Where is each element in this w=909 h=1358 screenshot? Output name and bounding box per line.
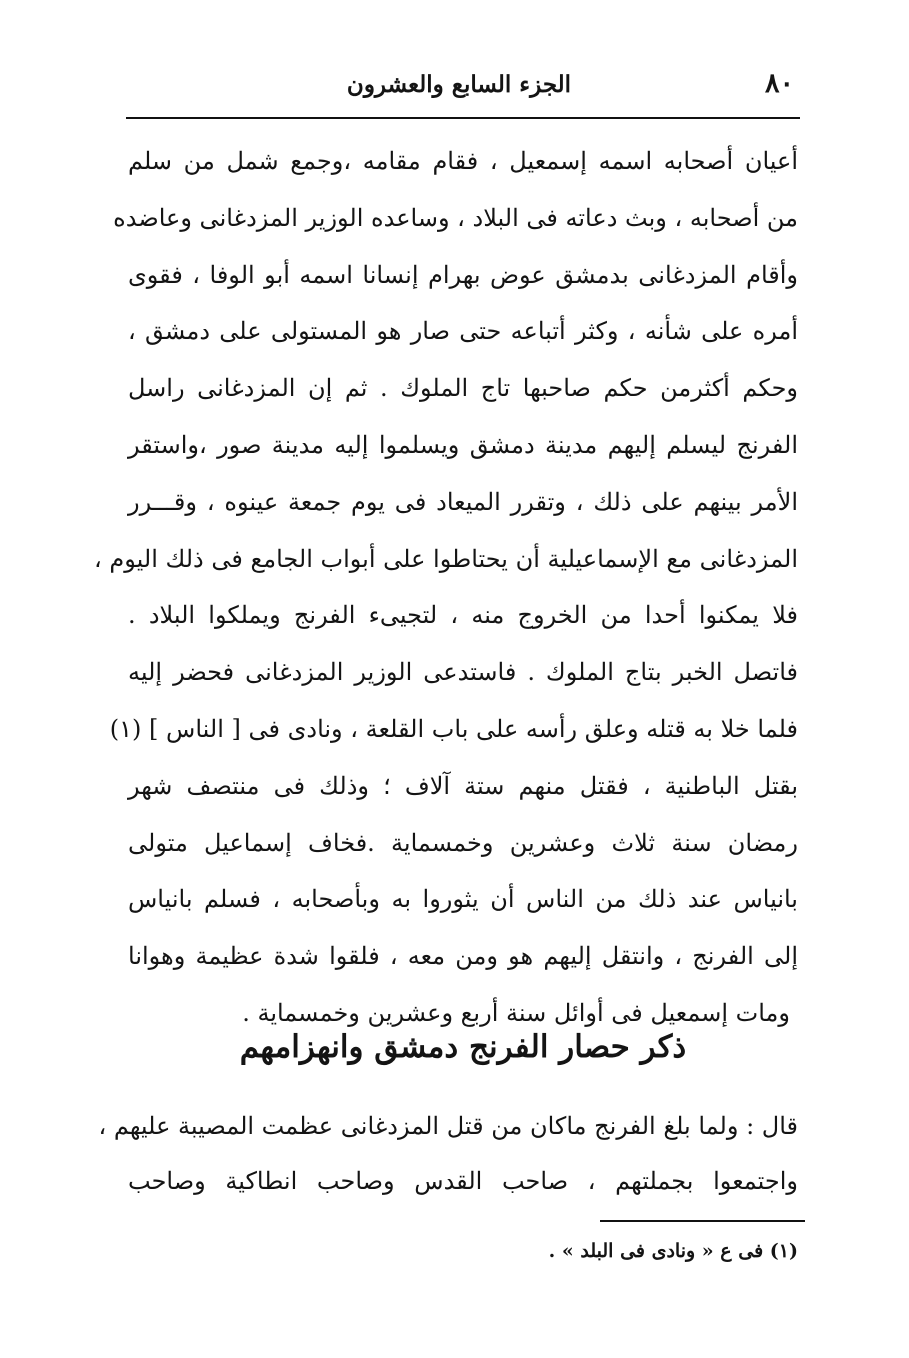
text-line: وأقام المزدغانى بدمشق عوض بهرام إنسانا اسمه أبو الوفا ، فقوى (128, 260, 798, 289)
text-line: وحكم أكثرمن حكم صاحبها تاج الملوك . ثم إن المزدغانى راسل (128, 374, 798, 403)
text-line: قال : ولما بلغ الفرنج ماكان من قتل المزدغانى عظمت المصيبة عليهم ، (98, 1112, 798, 1140)
text-line: إلى الفرنج ، وانتقل إليهم هو ومن معه ، فلقوا شدة عظيمة وهوانا (128, 942, 798, 971)
text-line: أمره على شأنه ، وكثر أتباعه حتى صار هو المستولى على دمشق ، (128, 317, 798, 346)
text-line: فلما خلا به قتله وعلق رأسه على باب القلعة ، ونادى فى [ الناس ] (١) (109, 714, 798, 743)
footnote: (١) فى ع « ونادى فى البلد » . (548, 1240, 798, 1262)
header-rule (126, 117, 800, 119)
running-title: الجزء السابع والعشرون (346, 71, 572, 98)
footnote-rule (600, 1220, 805, 1222)
text-line: بانياس عند ذلك من الناس أن يثوروا به وبأصحابه ، فسلم بانياس (128, 885, 798, 914)
text-line: بقتل الباطنية ، فقتل منهم ستة آلاف ؛ وذلك فى منتصف شهر (128, 771, 798, 800)
page-header (124, 66, 794, 106)
text-line-last: ومات إسمعيل فى أوائل سنة أربع وعشرين وخمسماية . (242, 998, 790, 1027)
text-line: الفرنج ليسلم إليهم مدينة دمشق ويسلموا إليه مدينة صور ،واستقر (128, 430, 798, 459)
page-number: ٨٠ (764, 68, 794, 99)
section-heading: ذكر حصار الفرنج دمشق وانهزامهم (239, 1029, 687, 1065)
text-line: المزدغانى مع الإسماعيلية أن يحتاطوا على أبواب الجامع فى ذلك اليوم ، (94, 544, 798, 573)
text-line: من أصحابه ، وبث دعاته فى البلاد ، وساعده الوزير المزدغانى وعاضده (113, 203, 798, 232)
text-line: أعيان أصحابه اسمه إسمعيل ، فقام مقامه ،وجمع شمل من سلم (128, 147, 799, 175)
main-paragraph (94, 133, 799, 1042)
section-paragraph (98, 1099, 798, 1209)
text-line: رمضان سنة ثلاث وعشرين وخمسماية .فخاف إسماعيل متولى (128, 828, 798, 857)
text-line: فلا يمكنوا أحدا من الخروج منه ، لتجيىء الفرنج ويملكوا البلاد . (128, 601, 798, 630)
text-line: الأمر بينهم على ذلك ، وتقرر الميعاد فى يوم جمعة عينوه ، وقـــرر (128, 487, 798, 516)
text-line: فاتصل الخبر بتاج الملوك . فاستدعى الوزير المزدغانى فحضر إليه (128, 658, 798, 687)
text-line: واجتمعوا بجملتهم ، صاحب القدس وصاحب انطاكية وصاحب (128, 1167, 798, 1195)
